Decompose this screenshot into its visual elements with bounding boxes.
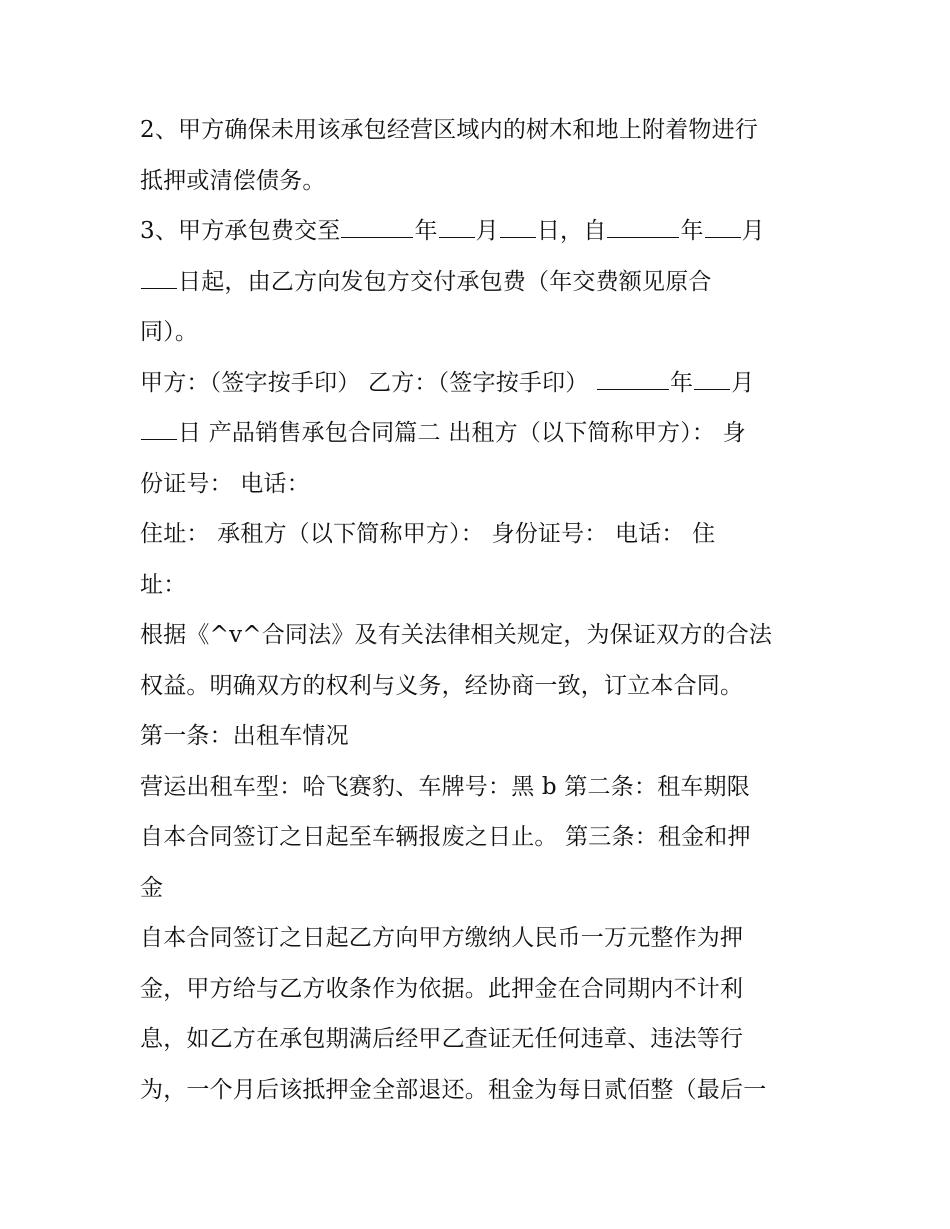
signature-date-line bbox=[140, 413, 746, 453]
lessor-id-line: 份证号： 电话： bbox=[140, 471, 310, 497]
signature-text: 甲方：（签字按手印） 乙方：（签字按手印） bbox=[140, 370, 597, 396]
clause-3-line-2 bbox=[140, 262, 712, 302]
article-3-line-1: 自本合同签订之日起乙方向甲方缴纳人民币一万元整作为押 bbox=[140, 925, 744, 951]
lessee-address-line: 址： bbox=[140, 572, 187, 598]
month-label: 月 bbox=[475, 218, 499, 244]
from-day-blank bbox=[141, 264, 177, 289]
sign-month-label: 月 bbox=[731, 370, 755, 396]
from-year-label: 年 bbox=[680, 218, 704, 244]
year-blank bbox=[341, 213, 413, 238]
article-3-line-3: 息，如乙方在承包期满后经甲乙查证无任何违章、违法等行 bbox=[140, 1026, 744, 1052]
sign-year-blank bbox=[597, 365, 669, 390]
lessee-line: 住址： 承租方（以下简称甲方）： 身份证号： 电话： 住 bbox=[140, 521, 716, 547]
month-blank bbox=[439, 213, 475, 238]
section-two-heading: 日 产品销售承包合同篇二 出租方（以下简称甲方）： 身 bbox=[178, 420, 746, 446]
signature-line bbox=[140, 363, 754, 403]
clause-3-text-cont: 日起，由乙方向发包方交付承包费（年交费额见原合 bbox=[178, 269, 712, 295]
sign-month-blank bbox=[694, 365, 730, 390]
preamble-line-2: 权益。明确双方的权利与义务，经协商一致，订立本合同。 bbox=[140, 673, 744, 699]
from-month-blank bbox=[705, 213, 741, 238]
article-1-heading: 第一条：出租车情况 bbox=[140, 723, 349, 749]
sign-day-blank bbox=[141, 415, 177, 440]
clause-3-line-1 bbox=[140, 211, 765, 251]
preamble-line-1: 根据《^v^合同法》及有关法律相关规定，为保证双方的合法 bbox=[140, 622, 773, 648]
article-2-content: 自本合同签订之日起至车辆报废之日止。 第三条：租金和押 bbox=[140, 824, 751, 850]
clause-2-line-2: 抵押或清偿债务。 bbox=[140, 168, 326, 194]
clause-3-text: 3、甲方承包费交至 bbox=[140, 218, 341, 244]
clause-2-line-1: 2、甲方确保未用该承包经营区域内的树木和地上附着物进行 bbox=[140, 117, 759, 143]
article-1-content: 营运出租车型：哈飞赛豹、车牌号：黑 b 第二条：租车期限 bbox=[140, 774, 750, 800]
day-blank bbox=[500, 213, 536, 238]
from-year-blank bbox=[607, 213, 679, 238]
from-month-label: 月 bbox=[741, 218, 765, 244]
article-3-heading-end: 金 bbox=[140, 875, 164, 901]
year-label: 年 bbox=[414, 218, 438, 244]
sign-year-label: 年 bbox=[670, 370, 694, 396]
article-3-line-2: 金，甲方给与乙方收条作为依据。此押金在合同期内不计利 bbox=[140, 976, 744, 1002]
clause-3-line-3: 同）。 bbox=[140, 319, 199, 345]
day-from-label: 日，自 bbox=[536, 218, 607, 244]
article-3-line-4: 为，一个月后该抵押金全部退还。租金为每日贰佰整（最后一 bbox=[140, 1077, 767, 1103]
